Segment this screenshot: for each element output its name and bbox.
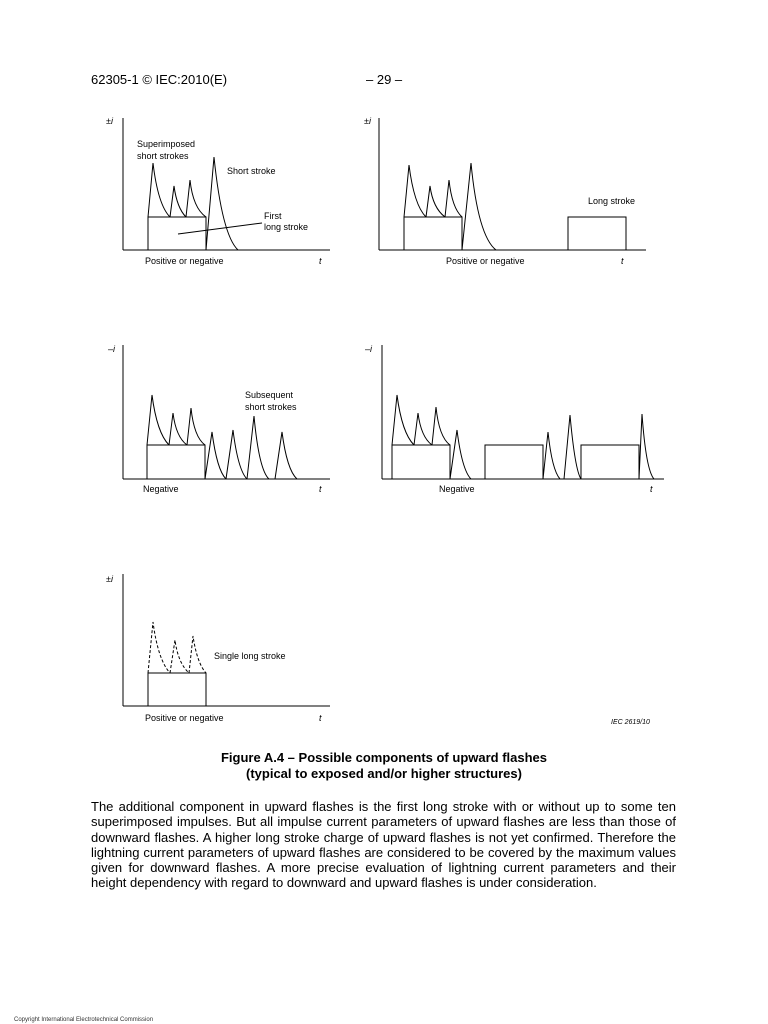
t-label: t [650,484,653,494]
annotation-subsequent: Subsequent [245,390,294,400]
impulse-3 [187,408,205,445]
subsequent-stroke-4 [275,432,297,479]
long-stroke-rect-1 [392,445,450,479]
caption-line-1: Figure A.4 – Possible components of upward flashes [220,750,548,765]
subsequent-stroke-1 [205,432,226,479]
document-reference: 62305-1 © IEC:2010(E) [91,72,228,87]
impulse-1 [148,163,170,217]
t-label: t [319,484,322,494]
body-paragraph: The additional component in upward flashes is the first long stroke with or without up to some ten superimposed impulses. But all impulse current parameters of upward flashes are less than those of downward flashes. A higher long stroke charge of upward flashes is not yet confirmed. Therefore the lightning current parameters of upward flashes are considered to be covered by the maximum values given for downward flashes. A more precise evaluation of lightning current parameters and their height dependency with regard to downward and upward flashes is under consideration. [91,799,676,891]
long-stroke-rect [148,673,206,706]
figure-caption [0,750,768,782]
caption-line-2: (typical to exposed and/or higher structures) [246,766,522,781]
y-label: ±i [106,574,113,584]
x-label: Positive or negative [145,713,224,723]
superimposed-impulses-dashed [148,622,206,673]
y-label: ±i [364,116,371,126]
figure-number: IEC 2619/10 [611,719,650,726]
annotation-short-strokes: short strokes [245,402,297,412]
annotation-long-stroke: Long stroke [588,196,636,206]
long-stroke-rect-2 [568,217,626,250]
annotation-short-stroke: Short stroke [227,166,276,176]
x-label: Negative [143,484,179,494]
impulse-3 [186,180,206,217]
short-stroke-3 [564,415,581,479]
annotation-superimposed: Superimposed [137,139,196,149]
impulse-1 [147,395,169,445]
long-stroke-rect [404,217,462,250]
annotation-single-long-stroke: Single long stroke [214,651,286,661]
impulse-2 [170,186,186,217]
annotation-long-stroke: long stroke [264,222,309,232]
impulse-2 [170,640,189,673]
impulse-2 [414,413,432,445]
subsequent-stroke-2 [226,430,247,479]
t-label: t [621,256,624,266]
impulse-3 [432,407,450,445]
short-stroke [462,163,496,250]
panel-4 [382,345,664,479]
short-stroke-4 [639,414,654,479]
t-label: t [319,713,322,723]
page-number: – 29 – [366,72,403,87]
footer-copyright: Copyright International Electrotechnical Commission [14,1017,154,1023]
panel-2 [379,118,646,250]
y-label: –i [108,344,116,354]
long-stroke-rect [147,445,205,479]
subsequent-stroke-3 [247,416,269,479]
annotation-first: First [264,211,282,221]
impulse-2 [169,413,187,445]
long-stroke-rect-3 [581,445,639,479]
y-label: –i [365,344,373,354]
impulse-3 [189,636,206,673]
impulse-1 [148,622,170,673]
short-stroke-2 [543,432,560,479]
t-label: t [319,256,322,266]
leader-line [178,223,262,234]
x-label: Positive or negative [145,256,224,266]
x-label: Positive or negative [446,256,525,266]
impulse-1 [404,165,426,217]
x-label: Negative [439,484,475,494]
impulse-1 [392,395,414,445]
long-stroke-rect [148,217,206,250]
impulse-3 [445,180,462,217]
y-label: ±i [106,116,113,126]
annotation-short-strokes: short strokes [137,151,189,161]
panel-3 [123,345,330,479]
short-stroke-1 [450,430,471,479]
long-stroke-rect-2 [485,445,543,479]
impulse-2 [426,186,445,217]
panel-5 [123,574,330,706]
